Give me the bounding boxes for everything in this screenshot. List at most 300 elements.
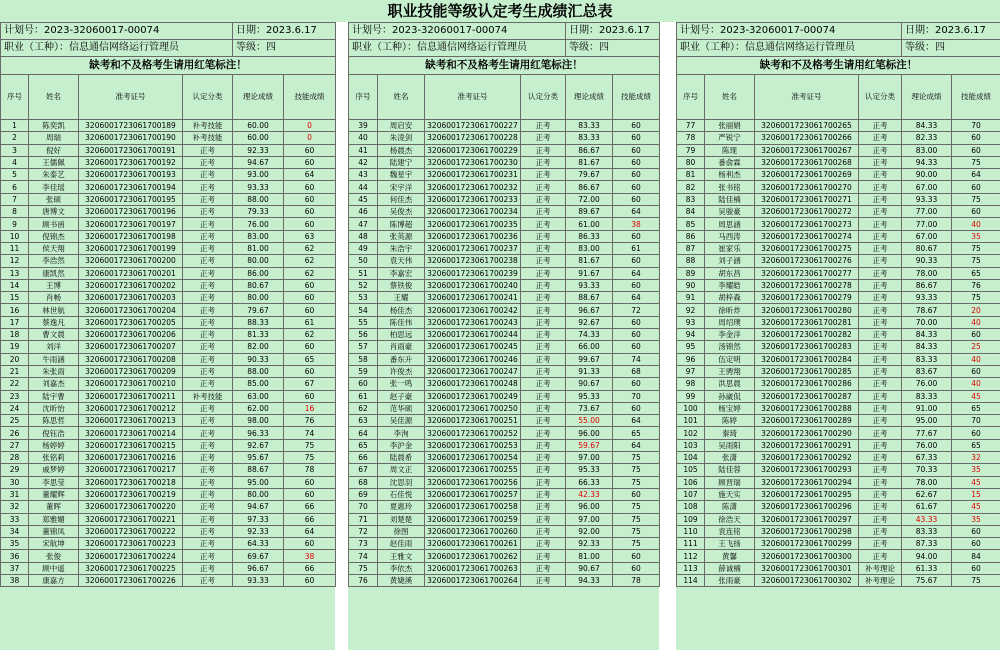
- cell-name: 宋航坤: [29, 538, 79, 550]
- grade-level: 等级：四: [902, 40, 1000, 57]
- cell-skill-score: 78: [284, 464, 336, 476]
- cell-theory-score: 91.33: [566, 365, 613, 377]
- cell-category: 正考: [859, 279, 902, 291]
- cell-skill-score: 60: [284, 181, 336, 193]
- cell-seq: 5: [1, 169, 29, 181]
- cell-theory-score: 94.00: [902, 550, 952, 562]
- cell-theory-score: 55.00: [566, 415, 613, 427]
- cell-exam-id: 3206001723061700234: [425, 206, 521, 218]
- cell-category: 正考: [183, 169, 233, 181]
- cell-name: 蔡逸凡: [29, 316, 79, 328]
- cell-name: 陆佳蓉: [705, 464, 755, 476]
- cell-skill-score: 60: [613, 341, 660, 353]
- cell-category: 正考: [521, 513, 566, 525]
- cell-category: 正考: [183, 378, 233, 390]
- table-row: [349, 353, 660, 365]
- cell-seq: 99: [677, 390, 705, 402]
- cell-seq: 47: [349, 218, 378, 230]
- cell-exam-id: 3206001723061700300: [755, 550, 859, 562]
- table-row: [1, 120, 336, 132]
- table-row: [1, 427, 336, 439]
- cell-name: 李嘉宏: [378, 267, 425, 279]
- cell-name: 李思莹: [29, 476, 79, 488]
- cell-skill-score: 61: [613, 242, 660, 254]
- cell-exam-id: 3206001723061700295: [755, 488, 859, 500]
- cell-exam-id: 3206001723061700223: [79, 538, 183, 550]
- cell-skill-score: 45: [952, 390, 1000, 402]
- cell-name: 魏星宇: [378, 169, 425, 181]
- cell-exam-id: 3206001723061700290: [755, 427, 859, 439]
- header-exam-id: 准考证号: [79, 75, 183, 120]
- cell-skill-score: 75: [613, 464, 660, 476]
- cell-theory-score: 64.33: [233, 538, 284, 550]
- table-row: [1, 390, 336, 402]
- cell-theory-score: 90.33: [902, 255, 952, 267]
- cell-skill-score: 75: [613, 452, 660, 464]
- table-row: [349, 488, 660, 500]
- red-pen-warning: 缺考和不及格考生请用红笔标注！: [1, 57, 336, 75]
- table-row: [1, 144, 336, 156]
- cell-theory-score: 97.00: [566, 452, 613, 464]
- cell-category: 正考: [183, 574, 233, 586]
- cell-skill-score: 60: [613, 329, 660, 341]
- cell-category: 正考: [521, 144, 566, 156]
- cell-skill-score: 60: [952, 132, 1000, 144]
- cell-theory-score: 60.00: [233, 120, 284, 132]
- table-row: [349, 304, 660, 316]
- table-row: [677, 267, 1000, 279]
- cell-exam-id: 3206001723061700288: [755, 402, 859, 414]
- cell-category: 正考: [521, 156, 566, 168]
- cell-exam-id: 3206001723061700232: [425, 181, 521, 193]
- cell-seq: 55: [349, 316, 378, 328]
- cell-theory-score: 81.33: [233, 329, 284, 341]
- cell-skill-score: 74: [284, 427, 336, 439]
- cell-name: 陈现: [705, 144, 755, 156]
- cell-exam-id: 3206001723061700255: [425, 464, 521, 476]
- table-row: [1, 464, 336, 476]
- cell-skill-score: 78: [613, 574, 660, 586]
- cell-exam-id: 3206001723061700215: [79, 439, 183, 451]
- cell-name: 周绍璞: [705, 316, 755, 328]
- table-row: [677, 501, 1000, 513]
- cell-theory-score: 66.33: [566, 476, 613, 488]
- cell-name: 朱凌剑: [378, 132, 425, 144]
- cell-seq: 36: [1, 550, 29, 562]
- table-row: [349, 230, 660, 242]
- cell-seq: 93: [677, 316, 705, 328]
- table-row: [349, 538, 660, 550]
- cell-skill-score: 65: [613, 427, 660, 439]
- table-row: [677, 538, 1000, 550]
- cell-exam-id: 3206001723061700287: [755, 390, 859, 402]
- cell-theory-score: 70.00: [902, 316, 952, 328]
- cell-exam-id: 3206001723061700261: [425, 538, 521, 550]
- header-name: 姓名: [378, 75, 425, 120]
- exam-date: 日期：2023.6.17: [233, 23, 336, 40]
- header-theory-score: 理论成绩: [566, 75, 613, 120]
- table-row: [677, 144, 1000, 156]
- cell-skill-score: 45: [952, 501, 1000, 513]
- cell-seq: 71: [349, 513, 378, 525]
- cell-exam-id: 3206001723061700228: [425, 132, 521, 144]
- cell-category: 正考: [521, 365, 566, 377]
- cell-seq: 46: [349, 206, 378, 218]
- cell-seq: 44: [349, 181, 378, 193]
- cell-theory-score: 61.33: [902, 562, 952, 574]
- cell-skill-score: 64: [613, 267, 660, 279]
- cell-category: 正考: [859, 144, 902, 156]
- cell-seq: 26: [1, 427, 29, 439]
- cell-skill-score: 60: [284, 144, 336, 156]
- warning-row: [1, 57, 336, 75]
- plan-number: 计划号：2023-32060017-00074: [349, 23, 566, 40]
- cell-category: 正考: [521, 242, 566, 254]
- header-name: 姓名: [29, 75, 79, 120]
- cell-exam-id: 3206001723061700193: [79, 169, 183, 181]
- cell-skill-score: 60: [952, 181, 1000, 193]
- header-seq: 序号: [677, 75, 705, 120]
- table-row: [349, 439, 660, 451]
- cell-seq: 25: [1, 415, 29, 427]
- cell-name: 李依杰: [378, 562, 425, 574]
- cell-theory-score: 93.00: [233, 169, 284, 181]
- cell-theory-score: 93.33: [566, 279, 613, 291]
- cell-category: 正考: [183, 513, 233, 525]
- table-row: [1, 538, 336, 550]
- cell-category: 正考: [859, 415, 902, 427]
- cell-exam-id: 3206001723061700254: [425, 452, 521, 464]
- cell-name: 柏思远: [378, 329, 425, 341]
- cell-seq: 40: [349, 132, 378, 144]
- cell-seq: 62: [349, 402, 378, 414]
- exam-date: 日期：2023.6.17: [566, 23, 660, 40]
- cell-category: 正考: [183, 550, 233, 562]
- cell-skill-score: 15: [952, 488, 1000, 500]
- cell-theory-score: 74.33: [566, 329, 613, 341]
- cell-category: 正考: [183, 242, 233, 254]
- cell-exam-id: 3206001723061700271: [755, 193, 859, 205]
- cell-name: 马西涛: [705, 230, 755, 242]
- cell-theory-score: 95.00: [902, 415, 952, 427]
- cell-category: 正考: [521, 169, 566, 181]
- cell-exam-id: 3206001723061700270: [755, 181, 859, 193]
- cell-seq: 78: [677, 132, 705, 144]
- table-row: [349, 242, 660, 254]
- cell-category: 正考: [859, 390, 902, 402]
- cell-category: 正考: [859, 378, 902, 390]
- cell-exam-id: 3206001723061700294: [755, 476, 859, 488]
- cell-seq: 106: [677, 476, 705, 488]
- cell-seq: 23: [1, 390, 29, 402]
- cell-name: 戚梦婷: [29, 464, 79, 476]
- header-theory-score: 理论成绩: [233, 75, 284, 120]
- cell-exam-id: 3206001723061700205: [79, 316, 183, 328]
- cell-skill-score: 60: [613, 402, 660, 414]
- cell-name: 番俞霖: [705, 156, 755, 168]
- cell-skill-score: 66: [284, 501, 336, 513]
- cell-name: 朱浩宇: [378, 242, 425, 254]
- cell-exam-id: 3206001723061700211: [79, 390, 183, 402]
- table-row: [677, 132, 1000, 144]
- table-row: [349, 574, 660, 586]
- cell-skill-score: 60: [284, 279, 336, 291]
- cell-seq: 35: [1, 538, 29, 550]
- cell-category: 正考: [521, 230, 566, 242]
- cell-seq: 103: [677, 439, 705, 451]
- cell-category: 正考: [183, 562, 233, 574]
- cell-skill-score: 75: [952, 292, 1000, 304]
- cell-exam-id: 3206001723061700203: [79, 292, 183, 304]
- cell-category: 补考技能: [183, 132, 233, 144]
- cell-theory-score: 94.33: [566, 574, 613, 586]
- cell-exam-id: 3206001723061700225: [79, 562, 183, 574]
- table-row: [677, 427, 1000, 439]
- cell-exam-id: 3206001723061700272: [755, 206, 859, 218]
- cell-theory-score: 92.33: [233, 525, 284, 537]
- table-row: [677, 513, 1000, 525]
- cell-exam-id: 3206001723061700260: [425, 525, 521, 537]
- table-row: [677, 156, 1000, 168]
- cell-name: 杨宝婷: [705, 402, 755, 414]
- cell-seq: 81: [677, 169, 705, 181]
- cell-theory-score: 91.67: [566, 267, 613, 279]
- cell-exam-id: 3206001723061700207: [79, 341, 183, 353]
- cell-theory-score: 61.00: [566, 218, 613, 230]
- cell-skill-score: 65: [952, 402, 1000, 414]
- cell-seq: 98: [677, 378, 705, 390]
- cell-exam-id: 3206001723061700208: [79, 353, 183, 365]
- cell-category: 正考: [859, 169, 902, 181]
- table-row: [677, 292, 1000, 304]
- plan-row: [677, 23, 1000, 40]
- cell-theory-score: 86.67: [566, 181, 613, 193]
- cell-name: 杨婷婷: [29, 439, 79, 451]
- cell-theory-score: 86.67: [902, 279, 952, 291]
- table-row: [1, 415, 336, 427]
- cell-name: 陆宇曹: [29, 390, 79, 402]
- cell-theory-score: 81.67: [566, 156, 613, 168]
- cell-seq: 82: [677, 181, 705, 193]
- cell-theory-score: 83.33: [902, 390, 952, 402]
- cell-name: 郑雅媚: [29, 513, 79, 525]
- cell-category: 正考: [183, 538, 233, 550]
- cell-theory-score: 77.67: [902, 427, 952, 439]
- cell-skill-score: 70: [613, 390, 660, 402]
- cell-exam-id: 3206001723061700233: [425, 193, 521, 205]
- cell-skill-score: 75: [613, 525, 660, 537]
- cell-skill-score: 20: [952, 304, 1000, 316]
- cell-seq: 61: [349, 390, 378, 402]
- cell-theory-score: 97.33: [233, 513, 284, 525]
- table-row: [677, 439, 1000, 451]
- cell-skill-score: 38: [613, 218, 660, 230]
- cell-category: 正考: [859, 292, 902, 304]
- table-row: [349, 464, 660, 476]
- table-row: [349, 365, 660, 377]
- cell-skill-score: 68: [613, 365, 660, 377]
- table-row: [1, 341, 336, 353]
- cell-skill-score: 60: [613, 488, 660, 500]
- cell-theory-score: 80.00: [233, 292, 284, 304]
- cell-exam-id: 3206001723061700246: [425, 353, 521, 365]
- cell-exam-id: 3206001723061700190: [79, 132, 183, 144]
- cell-name: 胡东昌: [705, 267, 755, 279]
- cell-name: 张雨豪: [705, 574, 755, 586]
- cell-category: 正考: [859, 452, 902, 464]
- cell-exam-id: 3206001723061700256: [425, 476, 521, 488]
- cell-skill-score: 60: [613, 230, 660, 242]
- table-row: [677, 550, 1000, 562]
- cell-skill-score: 84: [952, 550, 1000, 562]
- table-row: [349, 316, 660, 328]
- cell-skill-score: 70: [952, 415, 1000, 427]
- score-table-2: [348, 22, 660, 587]
- cell-category: 正考: [859, 525, 902, 537]
- cell-skill-score: 66: [284, 513, 336, 525]
- cell-skill-score: 75: [952, 193, 1000, 205]
- cell-theory-score: 67.33: [902, 452, 952, 464]
- cell-name: 赵佳雨: [378, 538, 425, 550]
- cell-seq: 97: [677, 365, 705, 377]
- cell-theory-score: 93.33: [233, 181, 284, 193]
- table-row: [349, 132, 660, 144]
- table-row: [349, 390, 660, 402]
- cell-exam-id: 3206001723061700292: [755, 452, 859, 464]
- cell-seq: 113: [677, 562, 705, 574]
- cell-category: 正考: [521, 501, 566, 513]
- cell-seq: 31: [1, 488, 29, 500]
- cell-exam-id: 3206001723061700226: [79, 574, 183, 586]
- cell-seq: 112: [677, 550, 705, 562]
- cell-exam-id: 3206001723061700263: [425, 562, 521, 574]
- cell-seq: 95: [677, 341, 705, 353]
- cell-category: 正考: [521, 562, 566, 574]
- cell-name: 徐浩天: [705, 513, 755, 525]
- cell-skill-score: 60: [613, 378, 660, 390]
- cell-seq: 4: [1, 156, 29, 168]
- score-table-3: [676, 22, 1000, 587]
- cell-category: 正考: [183, 255, 233, 267]
- cell-seq: 14: [1, 279, 29, 291]
- cell-name: 徐昕炸: [705, 304, 755, 316]
- cell-theory-score: 73.67: [566, 402, 613, 414]
- cell-name: 王博: [29, 279, 79, 291]
- cell-category: 正考: [183, 341, 233, 353]
- cell-seq: 29: [1, 464, 29, 476]
- cell-name: 杨晨杰: [378, 144, 425, 156]
- cell-category: 正考: [521, 550, 566, 562]
- cell-exam-id: 3206001723061700218: [79, 476, 183, 488]
- cell-skill-score: 60: [613, 144, 660, 156]
- cell-seq: 67: [349, 464, 378, 476]
- cell-seq: 58: [349, 353, 378, 365]
- grade-level: 等级：四: [233, 40, 336, 57]
- cell-theory-score: 90.67: [566, 562, 613, 574]
- table-row: [1, 304, 336, 316]
- table-row: [349, 476, 660, 488]
- cell-seq: 60: [349, 378, 378, 390]
- cell-category: 正考: [521, 316, 566, 328]
- cell-name: 沈思羽: [378, 476, 425, 488]
- cell-exam-id: 3206001723061700216: [79, 452, 183, 464]
- table-row: [349, 193, 660, 205]
- cell-theory-score: 81.00: [233, 242, 284, 254]
- cell-theory-score: 82.33: [902, 132, 952, 144]
- table-row: [677, 525, 1000, 537]
- cell-seq: 63: [349, 415, 378, 427]
- cell-category: 正考: [859, 181, 902, 193]
- cell-name: 康凯然: [29, 267, 79, 279]
- cell-skill-score: 65: [284, 353, 336, 365]
- cell-name: 赵子豪: [378, 390, 425, 402]
- table-row: [677, 402, 1000, 414]
- cell-theory-score: 77.00: [902, 206, 952, 218]
- header-skill-score: 技能成绩: [613, 75, 660, 120]
- cell-exam-id: 3206001723061700235: [425, 218, 521, 230]
- cell-seq: 59: [349, 365, 378, 377]
- table-row: [349, 415, 660, 427]
- table-row: [1, 452, 336, 464]
- cell-theory-score: 83.67: [902, 365, 952, 377]
- cell-category: 正考: [859, 156, 902, 168]
- cell-skill-score: 64: [613, 439, 660, 451]
- cell-seq: 6: [1, 181, 29, 193]
- cell-theory-score: 84.33: [902, 341, 952, 353]
- table-row: [1, 402, 336, 414]
- cell-seq: 8: [1, 206, 29, 218]
- cell-exam-id: 3206001723061700221: [79, 513, 183, 525]
- cell-exam-id: 3206001723061700240: [425, 279, 521, 291]
- cell-theory-score: 93.33: [902, 193, 952, 205]
- cell-exam-id: 3206001723061700267: [755, 144, 859, 156]
- cell-name: 黄婕溪: [378, 574, 425, 586]
- cell-name: 洪思晨: [705, 378, 755, 390]
- cell-skill-score: 60: [613, 255, 660, 267]
- cell-name: 夏惠玲: [378, 501, 425, 513]
- cell-name: 刘楚楚: [378, 513, 425, 525]
- cell-seq: 51: [349, 267, 378, 279]
- cell-skill-score: 60: [284, 574, 336, 586]
- occupation: 职业（工种）：信息通信网络运行管理员: [349, 40, 566, 57]
- cell-exam-id: 3206001723061700192: [79, 156, 183, 168]
- cell-name: 王耀: [378, 292, 425, 304]
- cell-seq: 22: [1, 378, 29, 390]
- table-row: [677, 181, 1000, 193]
- cell-skill-score: 72: [613, 304, 660, 316]
- cell-exam-id: 3206001723061700257: [425, 488, 521, 500]
- cell-name: 陆佳楠: [705, 193, 755, 205]
- table-row: [1, 279, 336, 291]
- cell-theory-score: 61.67: [902, 501, 952, 513]
- table-row: [677, 279, 1000, 291]
- cell-seq: 101: [677, 415, 705, 427]
- cell-skill-score: 64: [284, 525, 336, 537]
- cell-name: 王飞扬: [705, 538, 755, 550]
- table-row: [1, 329, 336, 341]
- cell-seq: 45: [349, 193, 378, 205]
- cell-name: 李佳瑶: [29, 181, 79, 193]
- cell-name: 杨利杰: [705, 169, 755, 181]
- cell-seq: 74: [349, 550, 378, 562]
- column-gap: [659, 22, 676, 650]
- red-pen-warning: 缺考和不及格考生请用红笔标注！: [349, 57, 660, 75]
- cell-theory-score: 69.67: [233, 550, 284, 562]
- cell-skill-score: 75: [613, 538, 660, 550]
- cell-seq: 92: [677, 304, 705, 316]
- cell-skill-score: 35: [952, 513, 1000, 525]
- cell-skill-score: 60: [952, 329, 1000, 341]
